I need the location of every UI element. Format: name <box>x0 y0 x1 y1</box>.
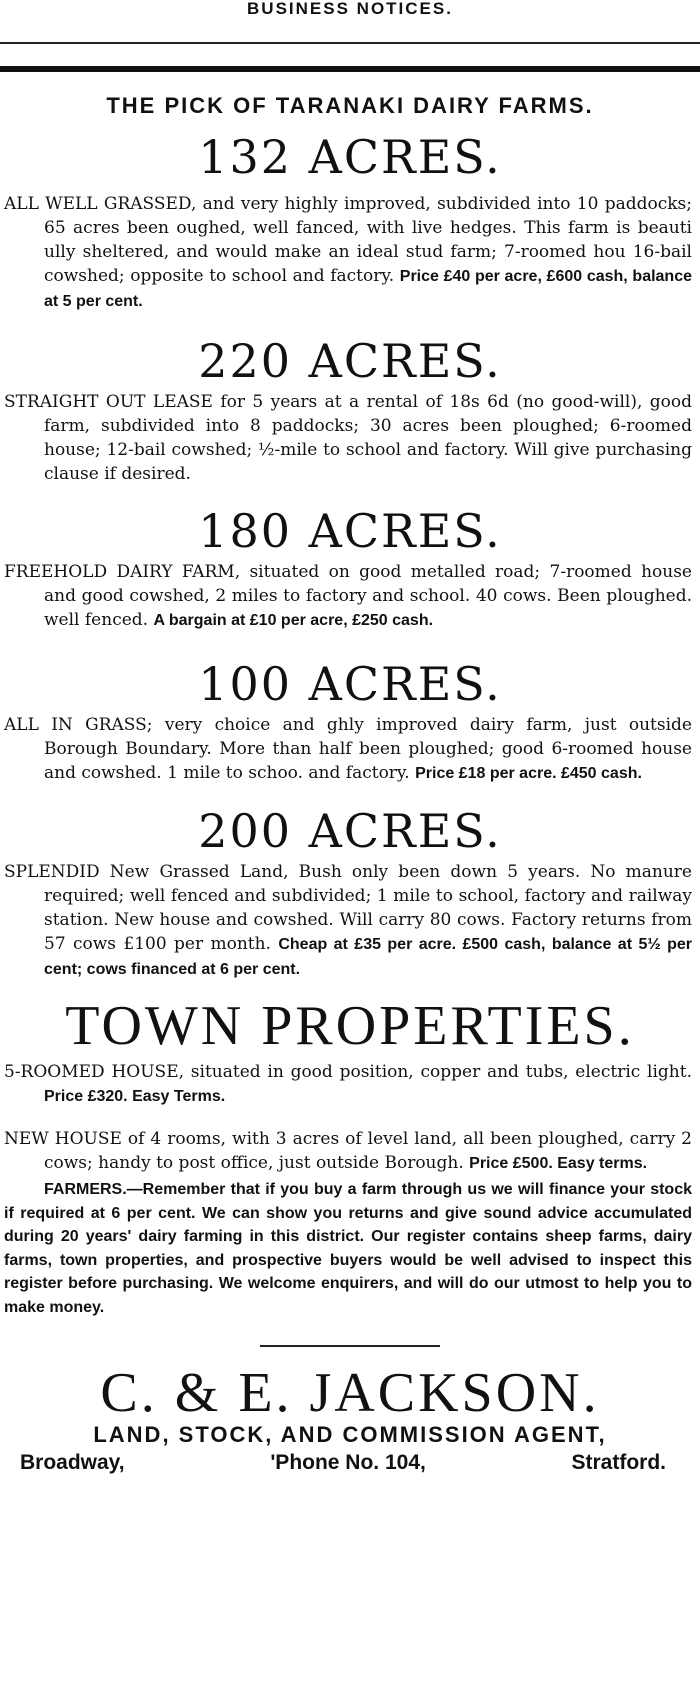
farm-terms: Price £40 per acre, £600 cash, balance at 5 per cent. <box>44 268 693 310</box>
farm-description <box>0 560 700 633</box>
farm-text: SPLENDID New Grassed Land, Bush only been down 5 years. No manure required; well fenced and subdivided; 1 mile to school, factory and railway station. New house and cowshed. Will carry 80 cows. Factory returns from 57 cows £100 per month. <box>4 862 692 954</box>
town-properties-heading: TOWN PROPERTIES. <box>65 995 635 1057</box>
section-header: BUSINESS NOTICES. <box>247 0 453 18</box>
firm-phone: 'Phone No. 104, <box>270 1451 426 1474</box>
farm-listing <box>0 132 700 314</box>
farm-text: ALL WELL GRASSED, and very highly improved, subdivided into 10 paddocks; 65 acres been oughed, well fanced, with live hedges. This farm is beauti ully sheltered, and would make an ideal stud farm; 7-roomed hou 16-bail cowshed; opposite to school and factory. <box>4 194 692 286</box>
property-text: 5-ROOMED HOUSE, situated in good position, copper and tubs, electric light. <box>4 1062 692 1082</box>
thick-rule <box>0 66 700 72</box>
advert-title: THE PICK OF TARANAKI DAIRY FARMS. <box>106 93 594 118</box>
farm-terms: Price £18 per acre. £450 cash. <box>415 765 642 782</box>
farm-heading: 180 ACRES. <box>198 504 502 558</box>
farm-description <box>0 192 700 314</box>
farm-listing <box>0 806 700 982</box>
firm-street: Broadway, <box>20 1451 125 1474</box>
farmers-note: FARMERS.—Remember that if you buy a farm through us we will finance your stock if required at 6 per cent. We can show you returns and give sound advice accumulated during 20 years' dairy farming in this district. Our register contains sheep farms, dairy farms, town properties, and prospective buyers would be well advised to inspect this register before purchasing. We welcome enquirers, and will do our utmost to help you to make money. <box>4 1181 692 1316</box>
farm-text: FREEHOLD DAIRY FARM, situated on good metalled road; 7-roomed house and good cowshed, 2 miles to factory and school. 40 cows. Been ploughed. well fenced. <box>4 562 692 630</box>
farm-heading: 132 ACRES. <box>198 130 502 184</box>
farm-listing <box>0 659 700 786</box>
firm-business: LAND, STOCK, AND COMMISSION AGENT, <box>93 1422 607 1447</box>
farm-heading: 100 ACRES. <box>198 657 502 711</box>
farm-heading: 200 ACRES. <box>198 804 502 858</box>
thin-rule <box>0 42 700 44</box>
farm-description <box>0 860 700 982</box>
farm-terms: Cheap at £35 per acre. £500 cash, balance at 5½ per cent; cows financed at 6 per cent. <box>44 936 692 978</box>
farm-listing <box>0 506 700 633</box>
property-terms: Price £500. Easy terms. <box>469 1155 648 1172</box>
property-terms: Price £320. Easy Terms. <box>44 1088 226 1105</box>
farm-description <box>0 713 700 786</box>
farm-heading: 220 ACRES. <box>198 334 502 388</box>
farm-terms: A bargain at £10 per acre, £250 cash. <box>153 612 434 629</box>
farm-description <box>0 390 700 486</box>
farm-listing <box>0 336 700 486</box>
town-property <box>0 1060 700 1109</box>
firm-name: C. & E. JACKSON. <box>100 1362 600 1424</box>
town-property <box>0 1127 700 1176</box>
farm-text: ALL IN GRASS; very choice and ghly improved dairy farm, just outside Borough Boundary. More than half been ploughed; good 6-roomed house and cowshed. 1 mile to schoo. and factory. <box>4 715 692 783</box>
property-text: NEW HOUSE of 4 rooms, with 3 acres of level land, all been ploughed, carry 2 cows; handy to post office, just outside Borough. <box>4 1129 692 1173</box>
farm-text: STRAIGHT OUT LEASE for 5 years at a rental of 18s 6d (no good-will), good farm, subdivided into 8 paddocks; 30 acres been ploughed; 6-roomed house; 12-bail cowshed; ½-mile to school and factory. Will give purchasing clause if desired. <box>4 392 692 484</box>
firm-address <box>0 1449 700 1477</box>
firm-town: Stratford. <box>571 1451 666 1474</box>
short-rule <box>260 1345 440 1347</box>
